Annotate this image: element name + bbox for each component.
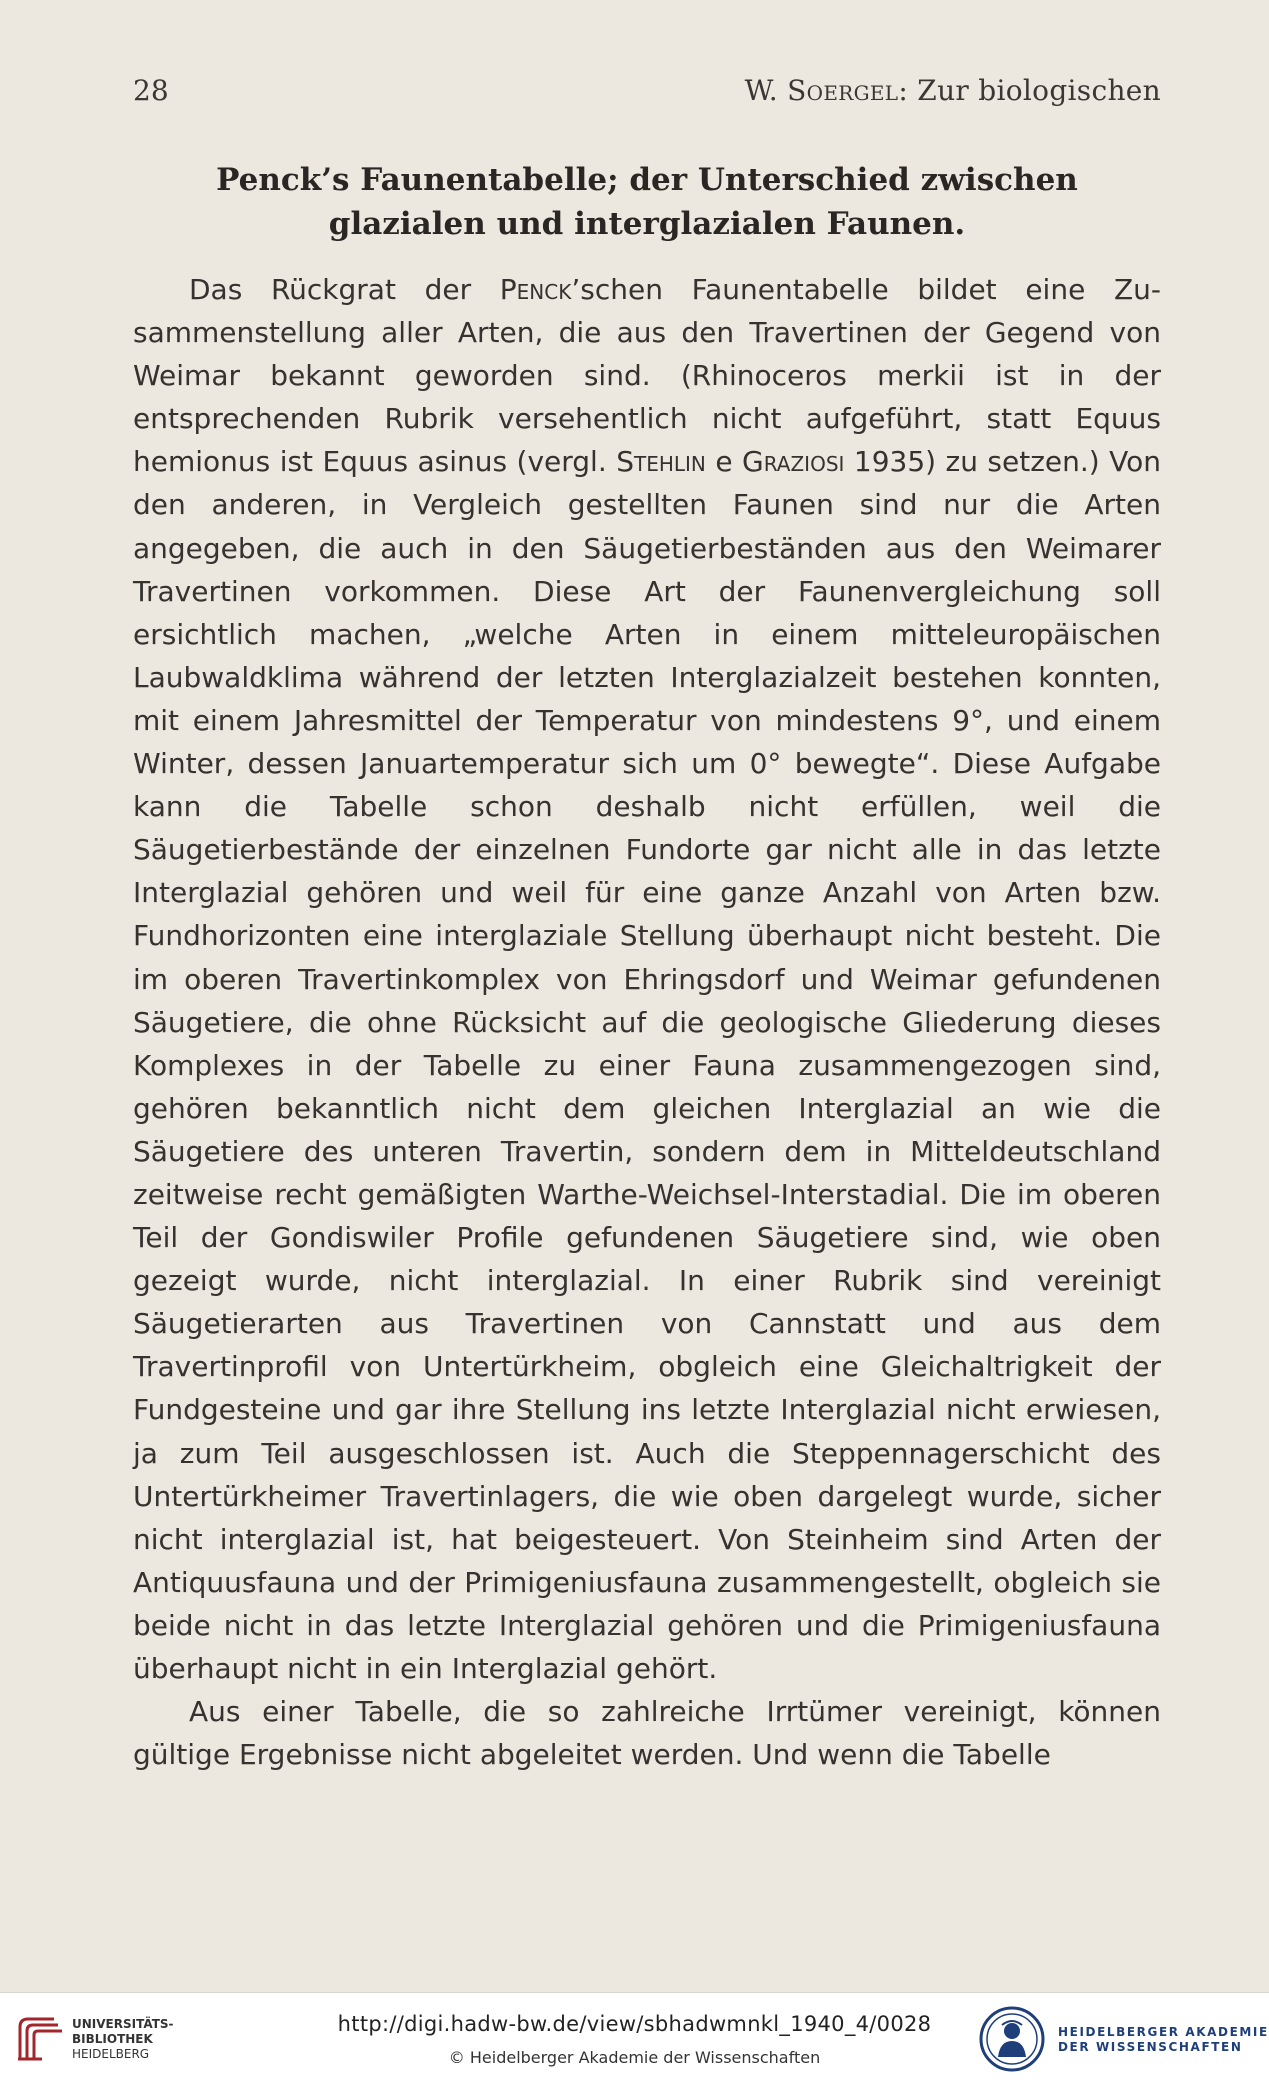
hadw-wordmark: [1058, 2025, 1269, 2055]
running-title-prefix: W.: [744, 74, 788, 107]
text-run: 1935) zu setzen.) Von den anderen, in Vergleich gestellten Faunen sind nur die Arten angegeben, die auch in den Säugetierbeständen aus den Weimarer Travertinen vorkommen. Diese Art der Faunenvergleichung soll ersichtlich machen, „welche Arten in einem mitteleuropäischen Laubwaldklima während der letzten Interglazialzeit bestehen konnten, mit einem Jahresmittel der Temperatur von mindestens 9°, und einem Winter, dessen Januartemperatur sich um 0° bewegte“. Diese Aufgabe kann die Tabelle schon deshalb nicht erfüllen, weil die Säugetierbestände der einzelnen Fundorte gar nicht alle in das letzte Interglazial gehören und weil für eine ganze Anzahl von Arten bzw. Fundhorizonten eine interglaziale Stellung überhaupt nicht besteht. Die im oberen Travertinkomplex von Ehringsdorf und Weimar gefundenen Säugetiere, die ohne Rücksicht auf die geologische Gliederung dieses Komplexes in der Tabelle zu einer Fauna zusammengezogen sind, gehören bekanntlich nicht dem gleichen Interglazial an wie die Säugetiere des unteren Travertin, sondern dem in Mitteldeutschland zeitweise recht gemäßigten Warthe-Weichsel-Interstadial. Die im oberen Teil der Gondiswiler Profile gefundenen Säugetiere sind, wie oben gezeigt wurde, nicht interglazial. In einer Rubrik sind vereinigt Säugetierarten aus Travertinen von Cannstatt und aus dem Travertinprofil von Untertürkheim, obgleich eine Gleichaltrigkeit der Fundgesteine und gar ihre Stellung ins letzte Interglazial nicht erwiesen, ja zum Teil ausgeschlossen ist. Auch die Steppennagerschicht des Untertürkheimer Travertinlagers, die wie oben dargelegt wurde, sicher nicht interglazial ist, hat beigesteuert. Von Steinheim sind Arten der Antiquusfauna und der Primigeniusfauna zusammengestellt, obgleich sie beide nicht in das letzte Interglazial gehören und die Primigeniusfauna überhaupt nicht in ein Interglazial gehört.: [133, 445, 1162, 1685]
ub-heidelberg-wordmark: [72, 2017, 174, 2062]
running-title: [745, 74, 1161, 107]
body-paragraph: [133, 268, 1161, 1690]
section-heading: [133, 158, 1161, 246]
author-citation: Graziosi: [742, 445, 845, 479]
ub-line-1: UNIVERSITÄTS-: [72, 2017, 174, 2031]
hadw-seal-icon: [978, 2005, 1046, 2073]
footer-center: [240, 2009, 1029, 2071]
hadw-line-2: DER WISSENSCHAFTEN: [1058, 2040, 1243, 2054]
running-head: [133, 74, 1161, 114]
author-citation: Stehlin: [616, 445, 706, 479]
text-run: e: [705, 445, 743, 479]
running-title-suffix: : Zur biologischen: [898, 74, 1161, 107]
permalink-url[interactable]: http://digi.hadw-bw.de/view/sbhadwmnkl_1940_4/0028: [337, 2012, 932, 2036]
hadw-line-1: HEIDELBERGER AKADEMIE: [1058, 2025, 1269, 2039]
text-run: ’schen Faunentabelle bildet eine Zusammenstellung aller Arten, die aus den Travertinen der Gegend von Weimar bekannt geworden sind. (Rhinoceros merkii ist in der entsprechenden Rubrik versehentlich nicht aufgeführt, statt Equus hemionus ist Equus asinus (vergl.: [133, 273, 1161, 479]
running-title-author: Soergel: [787, 74, 899, 107]
text-run: Das Rückgrat der: [189, 273, 500, 306]
copyright-notice: © Heidelberger Akademie der Wissenschaften: [448, 2048, 821, 2067]
text-run: Aus einer Tabelle, die so zahlreiche Irrtümer vereinigt, können gültige Ergebnisse nicht abgeleitet werden. Und wenn die Tabelle: [133, 1695, 1161, 1772]
author-citation: Penck: [499, 273, 572, 306]
section-heading-line-2: glazialen und interglazialen Faunen.: [328, 206, 966, 242]
body-text: [133, 268, 1161, 1776]
footer-bar: [0, 1992, 1269, 2085]
page-number: 28: [133, 74, 169, 107]
ub-line-2: BIBLIOTHEK: [72, 2032, 153, 2046]
section-heading-line-1: Penck’s Faunentabelle; der Unterschied zwischen: [216, 162, 1078, 198]
ub-heidelberg-logo-icon: [14, 2013, 66, 2065]
body-paragraph: [133, 1690, 1161, 1776]
ub-line-3: HEIDELBERG: [72, 2047, 150, 2061]
